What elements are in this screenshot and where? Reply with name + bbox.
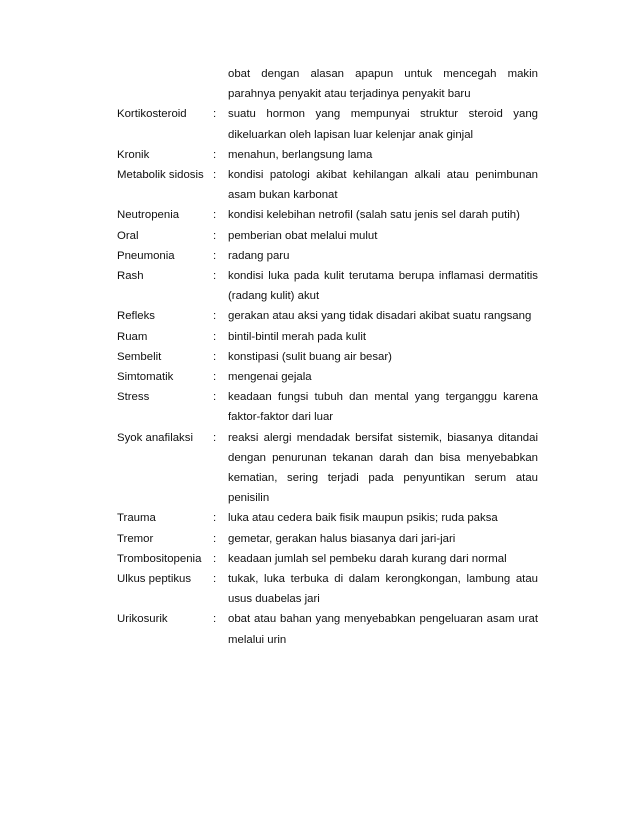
separator: :	[213, 431, 217, 444]
separator: :	[213, 552, 217, 565]
glossary-entry	[117, 104, 538, 144]
glossary-term: Simtomatik	[117, 371, 174, 384]
separator: :	[213, 108, 217, 121]
separator: :	[213, 371, 217, 384]
glossary-definition: kondisi kelebihan netrofil (salah satu jenis sel darah putih)	[228, 209, 520, 222]
glossary-definition: pemberian obat melalui mulut	[228, 229, 378, 242]
glossary-definition: konstipasi (sulit buang air besar)	[228, 350, 392, 363]
glossary-definition: obat dengan alasan apapun untuk mencegah makin parahnya penyakit atau terjadinya penyakit baru	[228, 68, 538, 101]
glossary-definition: kondisi patologi akibat kehilangan alkali atau penimbunan asam bukan karbonat	[228, 169, 538, 202]
glossary-entry-continuation	[117, 64, 538, 104]
glossary-term: Sembelit	[117, 350, 162, 363]
glossary-entry	[117, 165, 538, 205]
separator: :	[213, 573, 217, 586]
glossary-entry	[117, 549, 538, 569]
glossary-definition: menahun, berlangsung lama	[228, 148, 373, 161]
glossary-entry	[117, 367, 538, 387]
separator: :	[213, 532, 217, 545]
glossary-entry	[117, 387, 538, 427]
glossary-entry	[117, 306, 538, 326]
glossary-definition: suatu hormon yang mempunyai struktur steroid yang dikeluarkan oleh lapisan luar kelenjar anak ginjal	[228, 108, 538, 141]
glossary-term: Ruam	[117, 330, 148, 343]
glossary-entry	[117, 145, 538, 165]
glossary-entry	[117, 205, 538, 225]
separator: :	[213, 350, 217, 363]
glossary-definition: radang paru	[228, 249, 290, 262]
glossary-term: Rash	[117, 270, 144, 283]
glossary-list	[117, 64, 538, 650]
separator: :	[213, 249, 217, 262]
glossary-term: Tremor	[117, 532, 154, 545]
glossary-entry	[117, 266, 538, 306]
glossary-term: Kortikosteroid	[117, 108, 187, 121]
glossary-entry	[117, 246, 538, 266]
glossary-definition: keadaan jumlah sel pembeku darah kurang dari normal	[228, 552, 507, 565]
glossary-definition: keadaan fungsi tubuh dan mental yang terganggu karena faktor-faktor dari luar	[228, 391, 538, 424]
glossary-term: Oral	[117, 229, 139, 242]
glossary-definition: kondisi luka pada kulit terutama berupa inflamasi dermatitis (radang kulit) akut	[228, 270, 538, 303]
glossary-definition: mengenai gejala	[228, 371, 312, 384]
glossary-term: Urikosurik	[117, 613, 168, 626]
glossary-entry	[117, 529, 538, 549]
separator: :	[213, 613, 217, 626]
glossary-term: Trombositopenia	[117, 552, 202, 565]
glossary-term: Trauma	[117, 512, 156, 525]
glossary-entry	[117, 226, 538, 246]
glossary-definition: tukak, luka terbuka di dalam kerongkongan, lambung atau usus duabelas jari	[228, 573, 538, 606]
separator: :	[213, 148, 217, 161]
glossary-entry	[117, 508, 538, 528]
glossary-entry	[117, 327, 538, 347]
glossary-definition: reaksi alergi mendadak bersifat sistemik, biasanya ditandai dengan penurunan tekanan darah dan bisa menyebabkan kematian, sering terjadi pada penyuntikan serum atau penisilin	[228, 431, 538, 505]
glossary-term: Metabolik sidosis	[117, 169, 204, 182]
glossary-term	[117, 64, 213, 104]
glossary-entry	[117, 569, 538, 609]
glossary-term: Kronik	[117, 148, 150, 161]
separator: :	[213, 512, 217, 525]
glossary-definition: bintil-bintil merah pada kulit	[228, 330, 367, 343]
glossary-term: Refleks	[117, 310, 155, 323]
glossary-entry	[117, 609, 538, 649]
glossary-definition: obat atau bahan yang menyebabkan pengeluaran asam urat melalui urin	[228, 613, 538, 646]
glossary-definition: luka atau cedera baik fisik maupun psikis; ruda paksa	[228, 512, 498, 525]
separator: :	[213, 391, 217, 404]
glossary-term: Ulkus peptikus	[117, 573, 192, 586]
glossary-entry	[117, 347, 538, 367]
glossary-term: Neutropenia	[117, 209, 180, 222]
glossary-definition: gemetar, gerakan halus biasanya dari jari-jari	[228, 532, 456, 545]
separator: :	[213, 270, 217, 283]
separator: :	[213, 209, 217, 222]
separator: :	[213, 330, 217, 343]
separator: :	[213, 310, 217, 323]
separator: :	[213, 229, 217, 242]
separator	[213, 64, 228, 104]
glossary-term: Syok anafilaksi	[117, 431, 193, 444]
glossary-term: Pneumonia	[117, 249, 175, 262]
glossary-entry	[117, 428, 538, 509]
glossary-definition: gerakan atau aksi yang tidak disadari akibat suatu rangsang	[228, 310, 532, 323]
separator: :	[213, 169, 217, 182]
glossary-term: Stress	[117, 391, 150, 404]
